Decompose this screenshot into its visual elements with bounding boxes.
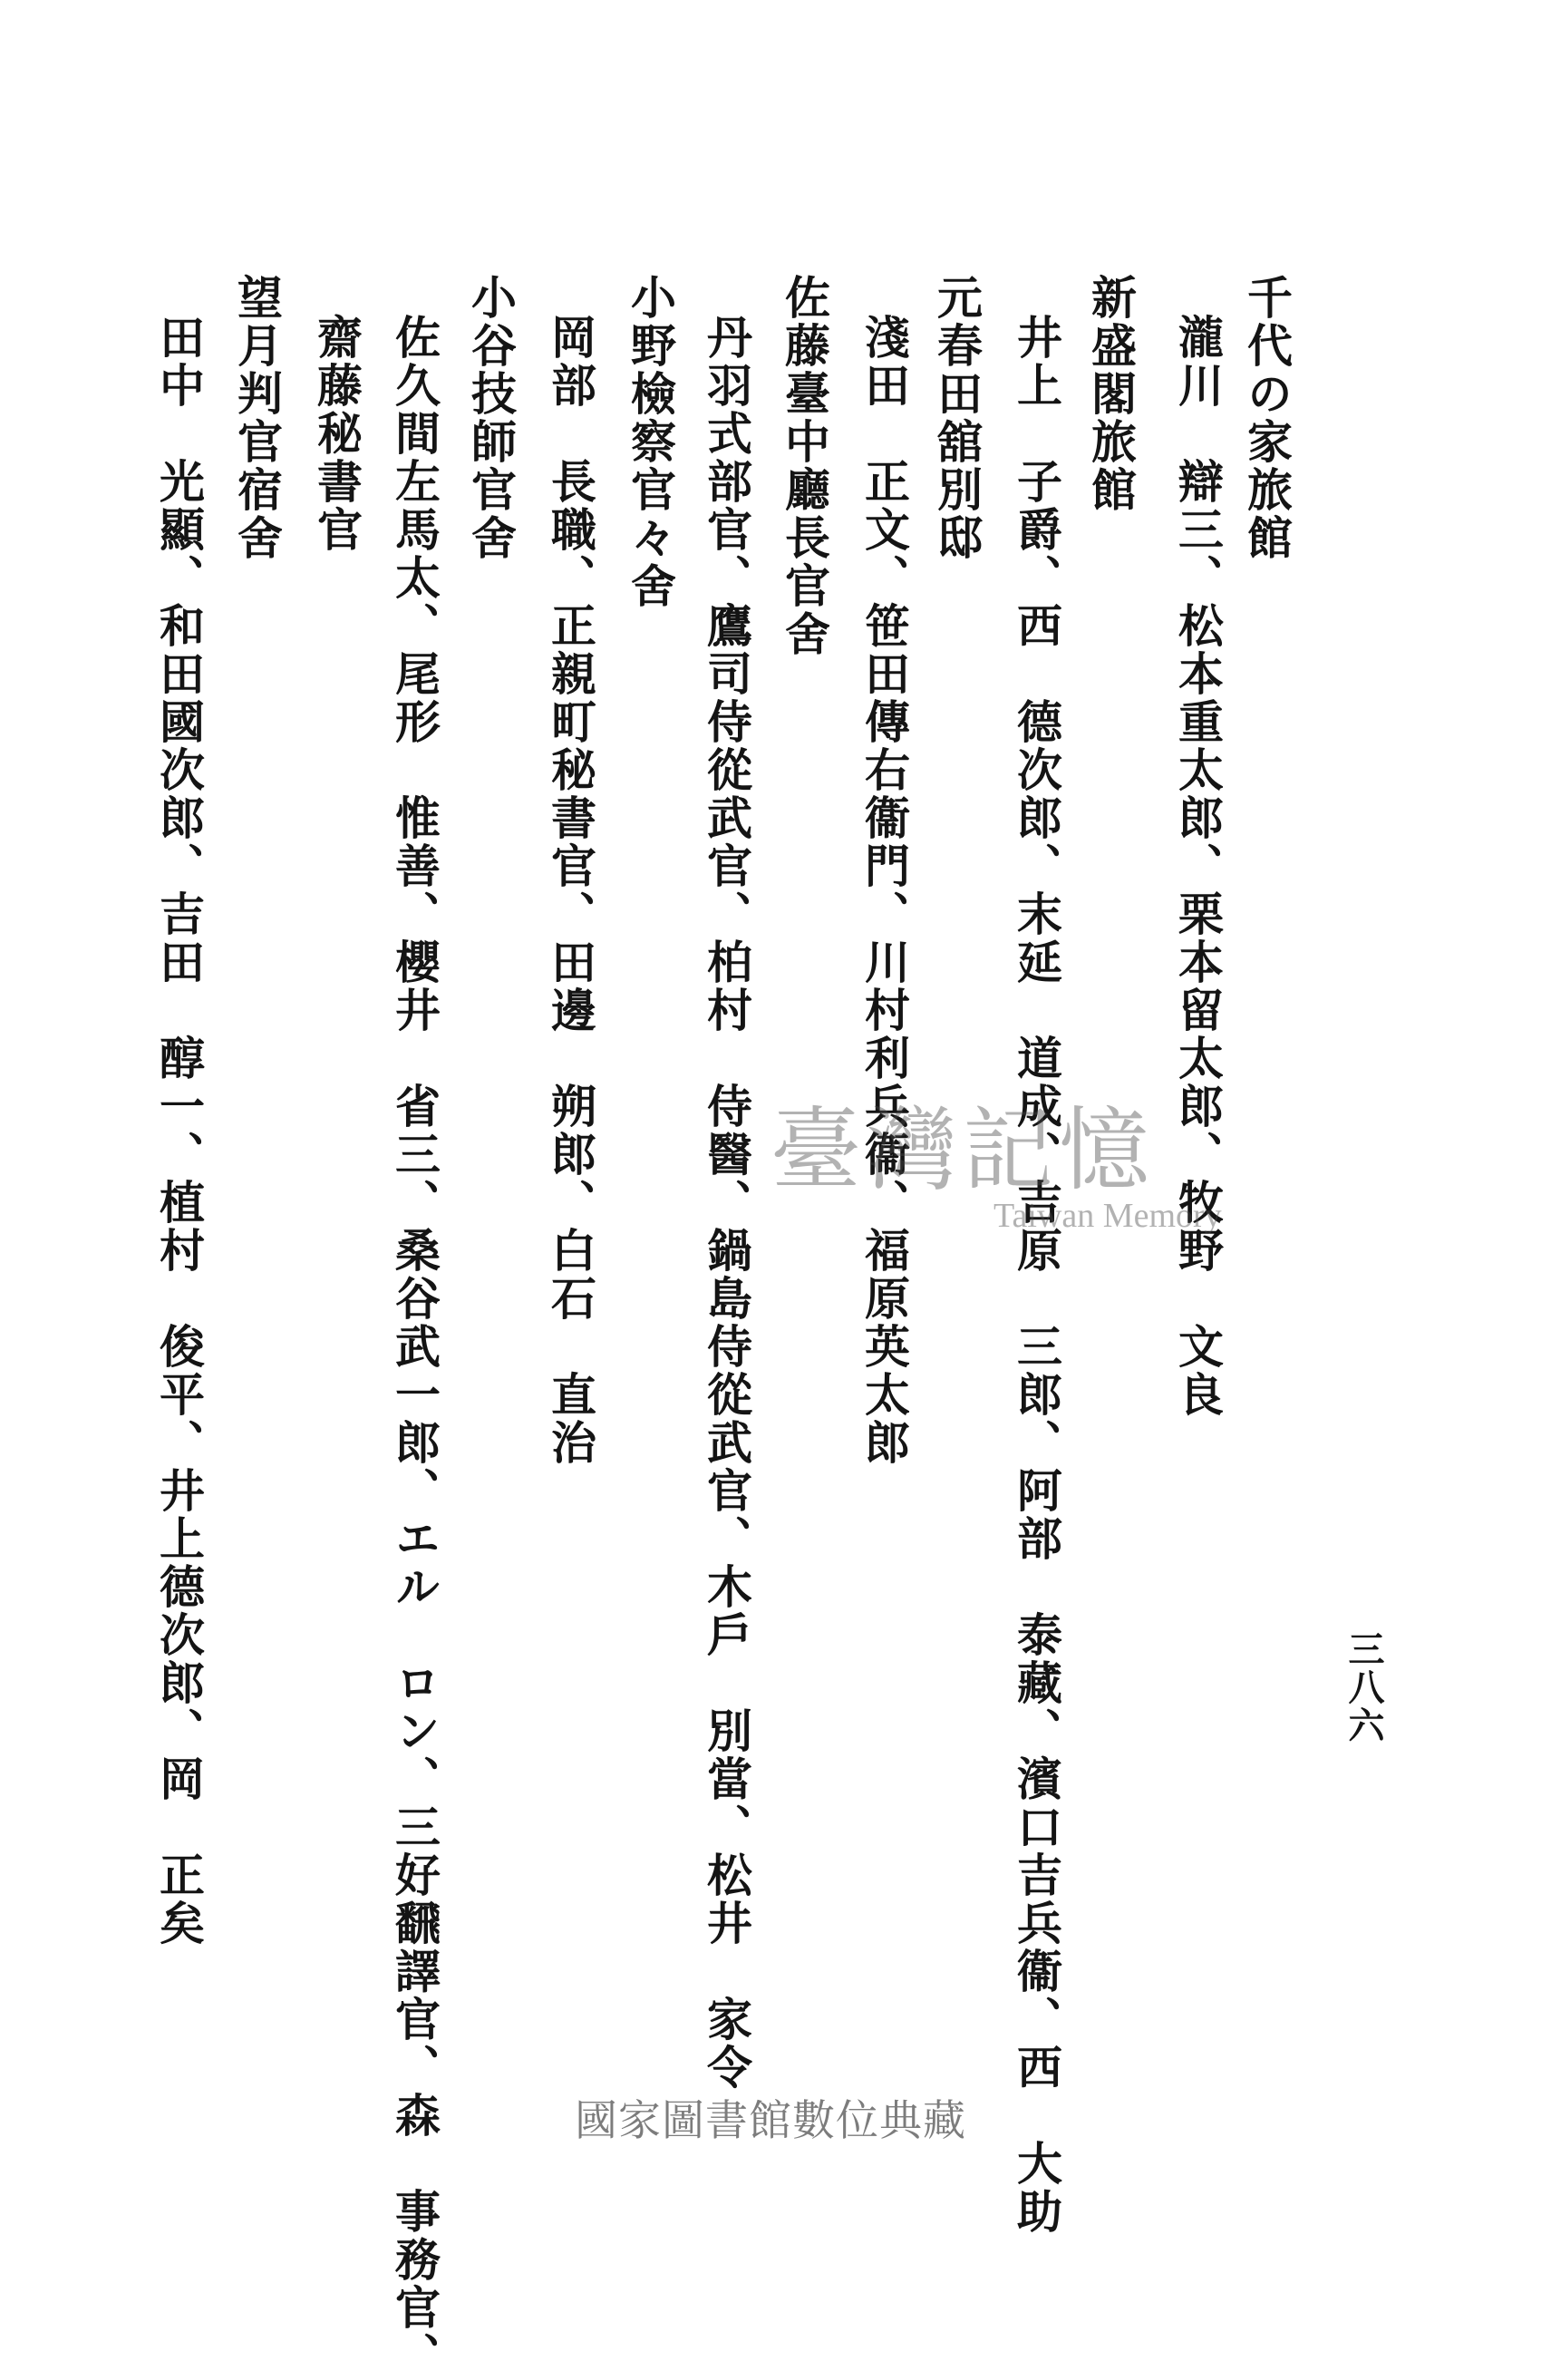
guest-list-ono-kansha: 岡部 長職、正親町秘書官、田邊 朔郎、白石 直治 [544, 314, 597, 1467]
guest-list-sato-kansha: 丹羽式部官、鷹司侍從武官、柏村 侍醫、鍋島侍從武官、木戶 別當、松井 家令 [700, 314, 753, 2092]
section-heading-sato-chocho-kansha: 佐藤臺中廳長官舍 [778, 274, 831, 658]
guest-list-shinseikaku: 井上 子爵、西 德次郎、末延 道成、吉原 三郎、阿部 泰藏、濱口吉兵衞、西 大助 [1010, 314, 1063, 2236]
watermark-sub-text: Taiwan Memory [993, 1197, 1222, 1235]
archive-footer: 國家圖書館數位典藏 [575, 2096, 966, 2146]
guest-list-chiyonoya: 瀧川 辯三、松本重太郎、栗本留太郎、牧野 文良 [1171, 314, 1225, 1419]
section-heading-ono-kensatsukan-kansha: 小野檢察官々舍 [624, 274, 677, 610]
section-heading-harutakan-bettei: 元春田舘別邸 [930, 274, 984, 562]
page-number: 三八六 [1342, 1630, 1385, 1744]
guest-list-otani-kansha: 佐久間左馬太、尾形 惟善、櫻井 省三、桑谷武一郎、エル ロン、三好飜譯官、森 事務官、 [388, 314, 441, 2380]
section-heading-mochizuki-hankan-shukusha: 望月判官宿舍 [230, 274, 284, 562]
section-heading-otani-gishi-kansha: 小谷技師官舍 [464, 274, 518, 562]
guest-entry-saito-hishokan: 齋藤秘書官 [310, 314, 363, 554]
guest-list-mochizuki-shukusha: 田中 光顯、和田國次郎、吉田 醇一、植村 俊平、井上德次郎、岡 正矣 [152, 314, 206, 1948]
guest-list-harutakan: 淺田 正文、笹田傳右衞門、川村利兵衞、福原英太郎 [858, 314, 911, 1467]
section-heading-chiyonoya-ryokan: 千代の家旅館 [1240, 274, 1294, 562]
section-heading-shinseikaku-ryokan: 新盛閣旅館 [1084, 274, 1138, 514]
watermark-logo-text: 臺灣記憶 [770, 1097, 1155, 1203]
